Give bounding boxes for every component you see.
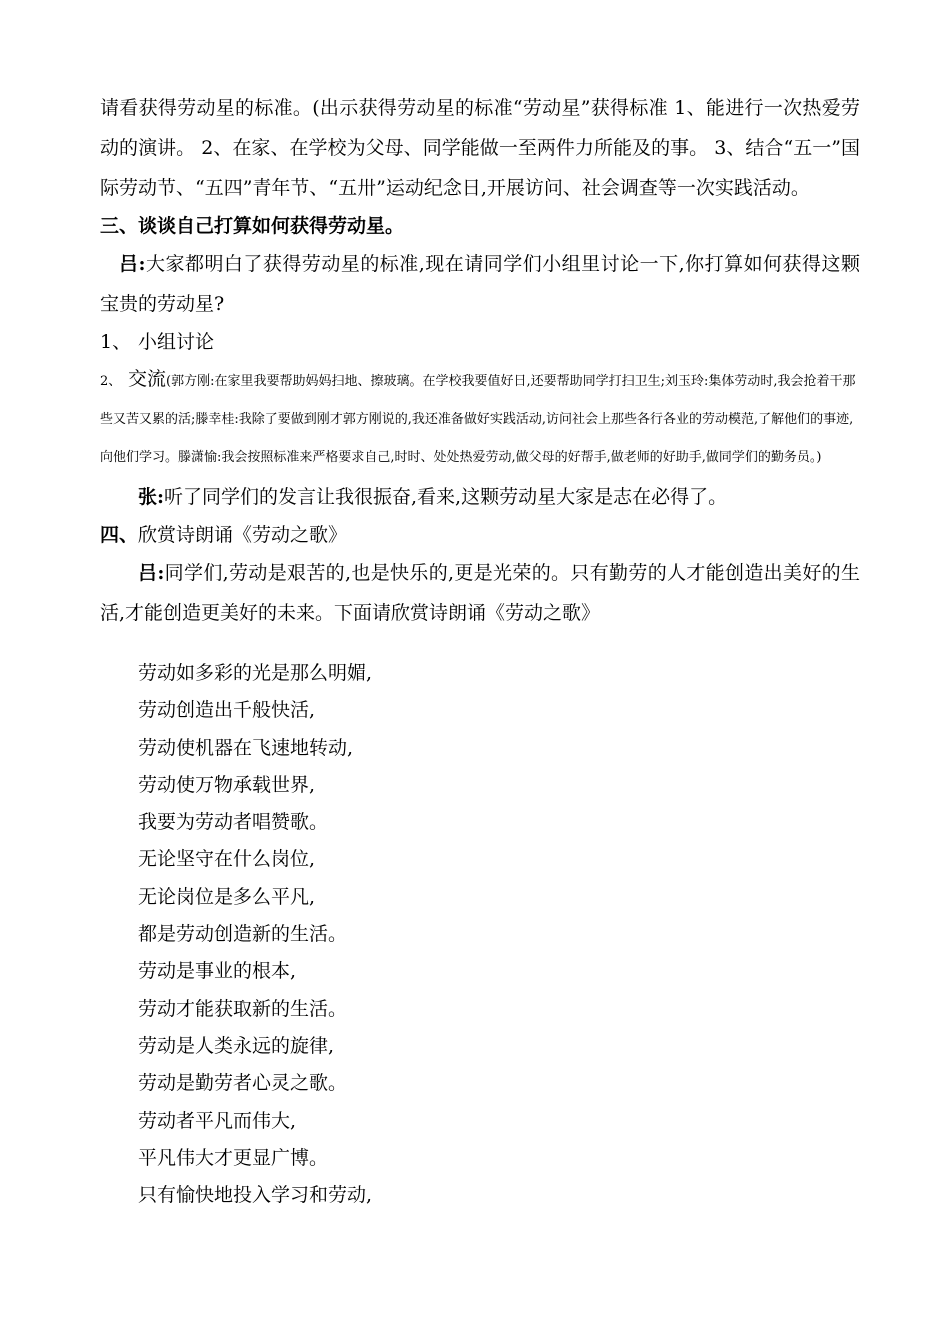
poem-line: 只有愉快地投入学习和劳动,	[138, 1184, 373, 1207]
discussion-text: (郭方刚:在家里我要帮助妈妈扫地、擦玻璃。在学校我要值好日,还要帮助同学打扫卫生;刘玉玲:集体劳动时,我会抢着干那些又苦又累的活;滕幸桂:我除了要做到刚才郭方刚说的,我还准备做好实践活动,访问社会上那些各行各业的劳动模范,了解他们的事迹,向他们学习。滕潇愉:我会按照标准来严格要求自己,时时、处处热爱劳动,做父母的好帮手,做老师的好助手,做同学们的勤务员。)	[100, 374, 856, 465]
section-number: 四、	[100, 524, 139, 546]
list-marker: 1、	[100, 331, 132, 353]
poem-line: 劳动使万物承载世界,	[138, 773, 316, 796]
poem-line: 都是劳动创造新的生活。	[138, 923, 348, 946]
list-item-2	[100, 360, 860, 477]
poem-line: 劳动如多彩的光是那么明媚,	[138, 662, 373, 684]
section-4-heading	[100, 517, 860, 553]
poem-line: 劳动者平凡而伟大,	[138, 1109, 297, 1132]
speaker-label: 张:	[138, 486, 165, 508]
list-marker: 2、	[100, 374, 122, 389]
poem	[138, 655, 860, 1214]
speaker-text: 同学们,劳动是艰苦的,也是快乐的,更是光荣的。只有勤劳的人才能创造出美好的生活,才能创造更美好的未来。下面请欣赏诗朗诵《劳动之歌》	[100, 562, 860, 624]
poem-line: 无论坚守在什么岗位,	[138, 848, 316, 871]
list-item-1	[100, 324, 860, 360]
poem-line: 劳动创造出千般快活,	[138, 699, 316, 722]
section-title: 欣赏诗朗诵《劳动之歌》	[138, 524, 348, 546]
poem-line: 无论岗位是多么平凡,	[138, 885, 316, 908]
speaker-text: 听了同学们的发言让我很振奋,看来,这颗劳动星大家是志在必得了。	[164, 486, 728, 508]
section-3-paragraph	[100, 244, 860, 324]
speaker-label: 吕:	[119, 253, 146, 275]
reply-paragraph	[100, 477, 860, 517]
list-item-text: 小组讨论	[138, 331, 215, 353]
poem-line: 我要为劳动者唱赞歌。	[138, 811, 329, 834]
list-item-lead: 交流	[128, 368, 167, 390]
poem-line: 劳动才能获取新的生活。	[138, 997, 348, 1020]
speaker-label: 吕:	[138, 562, 165, 584]
speaker-text: 大家都明白了获得劳动星的标准,现在请同学们小组里讨论一下,你打算如何获得这颗宝贵的劳动星?	[100, 253, 860, 315]
poem-line: 平凡伟大才更显广博。	[138, 1146, 329, 1169]
section-3-heading: 三、谈谈自己打算如何获得劳动星。	[100, 215, 405, 237]
poem-line: 劳动使机器在飞速地转动,	[138, 736, 354, 759]
intro-paragraph: 请看获得劳动星的标准。(出示获得劳动星的标准“劳动星”获得标准 1、能进行一次热爱劳动的演讲。 2、在家、在学校为父母、同学能做一至两件力所能及的事。 3、结合“五一”国际劳动节、“五四”青年节、“五卅”运动纪念日,开展访问、社会调查等一次实践活动。	[100, 97, 860, 199]
poem-line: 劳动是事业的根本,	[138, 960, 297, 983]
poem-line: 劳动是人类永远的旋律,	[138, 1034, 335, 1057]
section-4-paragraph	[100, 553, 860, 633]
document-page	[100, 88, 860, 1214]
poem-line: 劳动是勤劳者心灵之歌。	[138, 1072, 348, 1095]
